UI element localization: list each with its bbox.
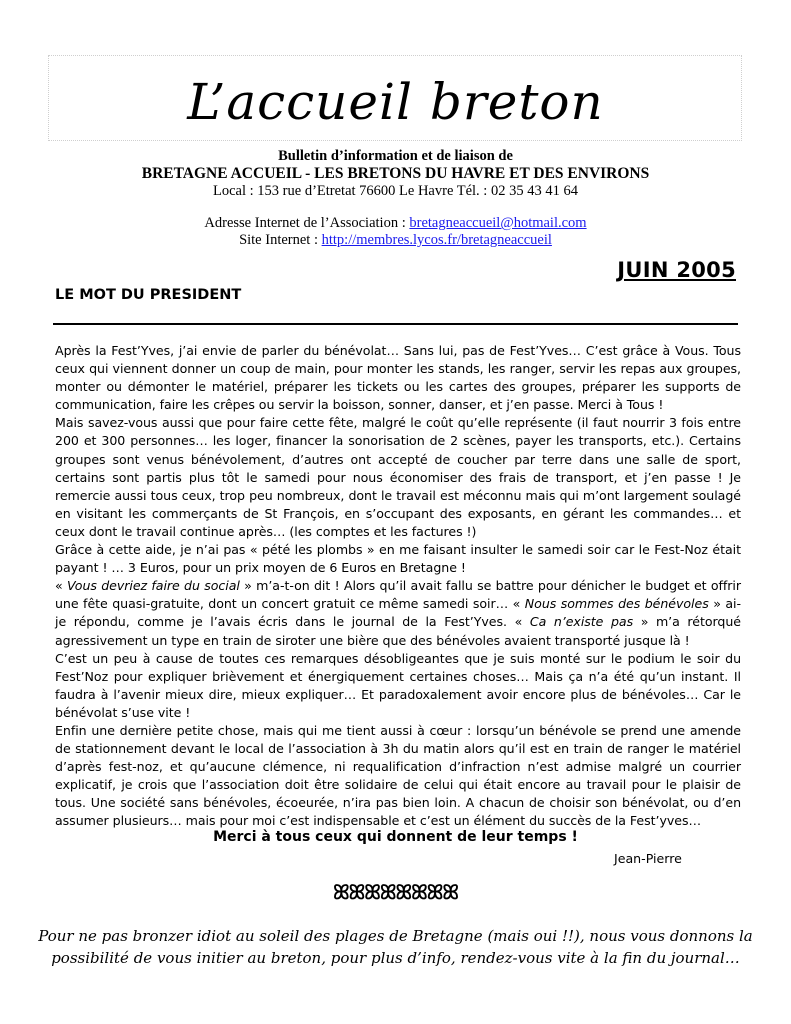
article-paragraph-6: Enfin une dernière petite chose, mais qui me tient aussi à cœur : lorsqu’un bénévole se prend une amende de stationnement devant le local de l’association à 3h du matin alors qu’il est en train de ranger le matériel d’après fest-noz, et qu’aucune clémence, ni requalification d’infraction n’est admise malgré un courrier explicatif, je crois que l’association doit être solidaire de celui qui était encore au travail pour le plaisir de tous. Une société sans bénévoles, écoeurée, n’ira pas bien loin. A chacun de choisir son bénévolat, ou d’en assumer plusieurs… mais pour moi c’est indispensable et c’est un élément du succès de la Fest’yves… bbox=[55, 722, 741, 829]
quote-existe-pas: Ca n’existe pas bbox=[529, 614, 634, 630]
section-heading: LE MOT DU PRESIDENT bbox=[55, 287, 242, 303]
article-paragraph-5: C’est un peu à cause de toutes ces remarques désobligeantes que je suis monté sur le podium le soir du Fest’Noz pour expliquer brièvement et énergiquement certaines choses… Mais ça n’a été qu’un instant. Il faudra à l’avenir mieux dire, mieux expliquer… Et paradoxalement avoir encore plus de bénévoles… Car le bénévolat s’use vite ! bbox=[55, 650, 741, 720]
paragraph-4-part-a: « bbox=[55, 578, 67, 594]
quote-social: Vous devriez faire du social bbox=[66, 578, 240, 594]
ornament-divider: ꕤꕤꕤꕤꕤꕤꕤꕤ bbox=[332, 880, 459, 904]
website-link[interactable]: http://membres.lycos.fr/bretagneaccueil bbox=[321, 232, 552, 248]
email-link[interactable]: bretagneaccueil@hotmail.com bbox=[409, 215, 587, 231]
quote-benevoles: Nous sommes des bénévoles bbox=[524, 596, 709, 612]
paragraph-4-part-d: » m’a rétorqué agressivement un type en train de siroter une bière que des bénévoles avaient transporté jusque là ! bbox=[55, 614, 741, 648]
issue-date: JUIN 2005 bbox=[617, 258, 736, 282]
president-article bbox=[55, 342, 741, 831]
paragraph-4-part-b: » m’a-t-on dit ! Alors qu’il avait fallu se battre pour dénicher le budget et offrir une fête quasi-gratuite, dont un concert gratuit ce même samedi soir… « bbox=[55, 578, 741, 612]
article-paragraph-2: Mais savez-vous aussi que pour faire cette fête, malgré le coût qu’elle représente (il faut nourrir 3 fois entre 200 et 300 personnes… les loger, financer la sonorisation de 2 scènes, payer les transports, etc.). Certains groupes sont venus bénévolement, d’autres ont accepté de coucher par terre dans une salle de sport, certains sont partis plus tôt le samedi pour nous économiser des frais de transport, et j’en passe ! Je remercie aussi tous ceux, trop peu nombreux, dont le travail est méconnu mais qui m’ont largement soulagé en visitant les commerçants de St François, en s’occupant des exposants, en gérant les commandes… et ceux dont le travail continue après… (les comptes et les factures !) bbox=[55, 415, 741, 539]
article-paragraph-3: Grâce à cette aide, je n’ai pas « pété les plombs » en me faisant insulter le samedi soir car le Fest-Noz était payant ! … 3 Euros, pour un prix moyen de 6 Euros en Bretagne ! bbox=[55, 542, 741, 576]
organization-name: BRETAGNE ACCUEIL - LES BRETONS DU HAVRE ET DES ENVIRONS bbox=[141, 165, 650, 182]
email-label: Adresse Internet de l’Association : bbox=[204, 215, 410, 231]
newsletter-title: L’accueil breton bbox=[187, 73, 604, 131]
thanks-line: Merci à tous ceux qui donnent de leur temps ! bbox=[213, 829, 578, 845]
email-line bbox=[0, 215, 791, 232]
section-divider bbox=[53, 323, 738, 325]
website-line bbox=[0, 232, 791, 249]
paragraph-4-part-c: » ai-je répondu, comme je l’avais écris dans le journal de la Fest’Yves. « bbox=[55, 596, 741, 630]
article-paragraph-4 bbox=[55, 577, 741, 649]
signature: Jean-Pierre bbox=[614, 851, 682, 866]
website-label: Site Internet : bbox=[239, 232, 322, 248]
bulletin-subtitle: Bulletin d’information et de liaison de bbox=[278, 148, 513, 164]
article-paragraph-1: Après la Fest’Yves, j’ai envie de parler du bénévolat… Sans lui, pas de Fest’Yves… C’est grâce à Vous. Tous ceux qui viennent donner un coup de main, pour monter les stands, les ranger, servir les repas aux groupes, monter ou démonter le matériel, préparer les tickets ou les cartes des groupes, préparer les supports de communication, faire les crêpes ou servir la boisson, sonner, danser, et j’en passe. Merci à Tous ! bbox=[55, 343, 741, 413]
breton-course-note: Pour ne pas bronzer idiot au soleil des plages de Bretagne (mais oui !!), nous vous donnons la possibilité de vous initier au breton, pour plus d’info, rendez-vous vite à la fin du journal… bbox=[38, 927, 753, 967]
address-line: Local : 153 rue d’Etretat 76600 Le Havre Tél. : 02 35 43 41 64 bbox=[213, 183, 578, 199]
